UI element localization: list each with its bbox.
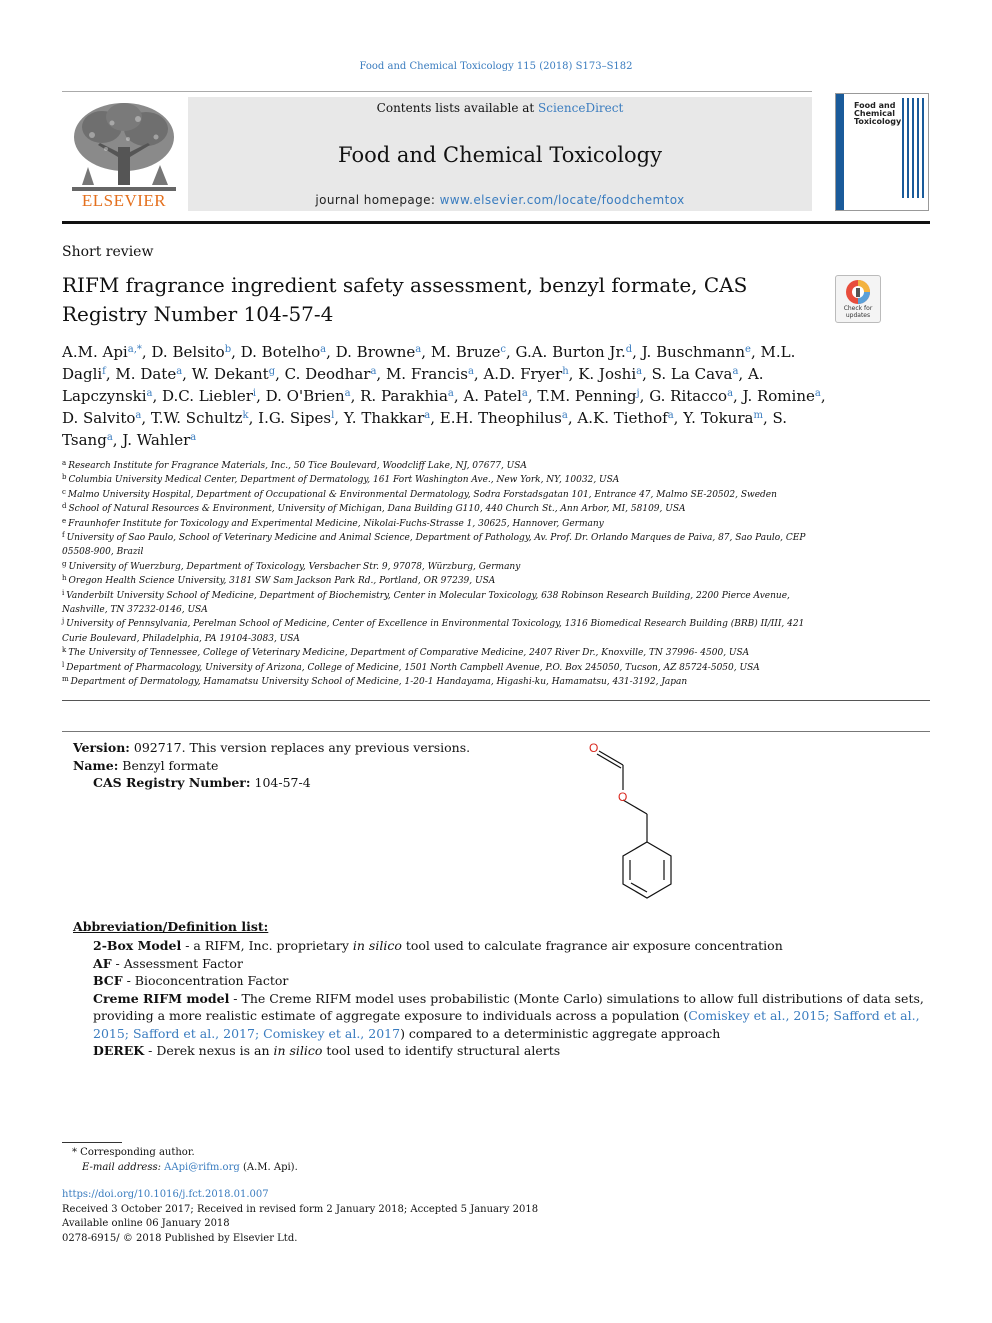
author-name: A.D. Fryer — [483, 365, 563, 383]
author-name: M.L. Dagli — [62, 343, 796, 383]
abbreviation-item — [93, 972, 930, 990]
cas-value: 104-57-4 — [250, 775, 311, 790]
author — [642, 343, 751, 361]
affiliation-key: h — [62, 574, 67, 583]
footnotes — [62, 1146, 562, 1175]
author — [285, 365, 377, 383]
author-name: D.C. Liebler — [162, 387, 253, 405]
doi-link[interactable]: https://doi.org/10.1016/j.fct.2018.01.007 — [62, 1189, 269, 1200]
info-rule — [62, 731, 930, 732]
author-affiliation-link[interactable]: a — [814, 388, 821, 399]
affiliation — [62, 560, 822, 574]
author-name: J. Buschmann — [641, 343, 746, 361]
author — [440, 409, 568, 427]
sciencedirect-link[interactable]: ScienceDirect — [538, 101, 624, 115]
author-name: J. Wahler — [122, 431, 191, 449]
author-name: M. Date — [115, 365, 177, 383]
affiliation-text: Malmo University Hospital, Department of Occupational & Environmental Dermatology, Sodra Forstadsgatan 101, Entrance 47, Malmo SE-20502, Sweden — [67, 489, 777, 500]
author-affiliation-link[interactable]: a,* — [127, 344, 142, 355]
affiliation-key: k — [62, 646, 67, 655]
check-updates-label: Check for updates — [843, 305, 873, 319]
affiliation-key: e — [62, 516, 67, 525]
abbreviation-definition: - Derek nexus is an — [144, 1043, 274, 1058]
abbreviation-item — [93, 955, 930, 973]
author — [344, 409, 430, 427]
affiliation-text: University of Pennsylvania, Perelman School of Medicine, Center of Excellence in Environmental Toxicology, 1316 Biomedical Research Building (BRB) II/III, 421 Curie Boulevard, Philadelphia, PA 19104-3083, USA — [62, 619, 805, 644]
affiliation-list — [62, 459, 822, 690]
abbreviation-term: Creme RIFM model — [93, 990, 230, 1006]
author-affiliation-link[interactable]: a — [370, 366, 377, 377]
abbreviation-definition: - Assessment Factor — [111, 955, 243, 971]
author-affiliation-link[interactable]: a — [732, 366, 739, 377]
available-online: Available online 06 January 2018 — [62, 1218, 230, 1229]
author — [151, 343, 231, 361]
author-name: K. Joshi — [578, 365, 637, 383]
affiliation-text: Research Institute for Fragrance Materials, Inc., 50 Tice Boulevard, Woodcliff Lake, NJ, 07677, USA — [68, 461, 527, 471]
ester-oxygen-label: O — [618, 790, 628, 804]
author — [683, 409, 763, 427]
abbreviation-heading: Abbreviation/Definition list: — [73, 919, 269, 934]
affiliation-key: f — [62, 531, 65, 540]
author-name: W. Dekant — [191, 365, 269, 383]
author — [62, 343, 142, 361]
journal-banner — [188, 97, 812, 211]
author-name: D. Belsito — [151, 343, 225, 361]
author — [241, 343, 326, 361]
author-name: G. Ritacco — [649, 387, 728, 405]
affiliation-text: Department of Pharmacology, University of Arizona, College of Medicine, 1501 North Campbell Avenue, P.O. Box 245050, Tucson, AZ 85724-5050, USA — [66, 662, 760, 673]
author-affiliation-link[interactable]: a — [521, 388, 528, 399]
homepage-link[interactable]: www.elsevier.com/locate/foodchemtox — [439, 193, 685, 207]
header-thick-rule — [62, 221, 930, 224]
author-name: R. Parakhia — [360, 387, 448, 405]
affiliation — [62, 473, 822, 487]
author-affiliation-link[interactable]: a — [727, 388, 734, 399]
author-affiliation-link[interactable]: a — [667, 410, 674, 421]
affiliation-key: l — [62, 660, 65, 669]
author — [192, 365, 275, 383]
author — [483, 365, 568, 383]
citation-links[interactable]: Comiskey et al., 2015; Safford et al., 2015; Safford et al., 2017; Comiskey et al., 2017 — [93, 1008, 920, 1041]
affiliation — [62, 646, 822, 660]
author-affiliation-link[interactable]: a — [467, 366, 474, 377]
author — [266, 387, 351, 405]
author-affiliation-link[interactable]: a — [415, 344, 422, 355]
affiliation-key: m — [62, 675, 69, 684]
author-affiliation-link[interactable]: i — [252, 388, 257, 399]
abbreviation-item — [93, 937, 930, 955]
email-label: E-mail address: — [82, 1161, 161, 1173]
author-affiliation-link[interactable]: a — [106, 432, 113, 443]
author — [577, 409, 673, 427]
affiliation — [62, 589, 822, 618]
author-name: M. Bruze — [430, 343, 501, 361]
author — [258, 409, 334, 427]
cover-accent-bar — [836, 94, 844, 210]
author — [151, 409, 249, 427]
contents-line — [188, 101, 812, 115]
author-name: D. Botelho — [240, 343, 321, 361]
author — [162, 387, 256, 405]
abbreviation-definition: - Bioconcentration Factor — [122, 973, 289, 988]
benzyl-formate-structure — [575, 738, 695, 923]
abbreviation-item — [93, 1042, 930, 1060]
abbreviation-definition-end: ) compared to a deterministic aggregate approach — [400, 1025, 721, 1041]
author-affiliation-link[interactable]: b — [224, 344, 232, 355]
abbreviation-definition-end: tool used to calculate fragrance air exposure concentration — [401, 938, 783, 953]
email-line — [62, 1161, 562, 1176]
author-affiliation-link[interactable]: a — [344, 388, 351, 399]
received-dates: Received 3 October 2017; Received in revised form 2 January 2018; Accepted 5 January 2018 — [62, 1203, 539, 1215]
abbreviation-term: AF — [93, 955, 112, 971]
author — [652, 365, 739, 383]
elsevier-wordmark: ELSEVIER — [81, 191, 167, 210]
version-label: Version: — [73, 740, 130, 755]
author-affiliation-link[interactable]: a — [447, 388, 454, 399]
affiliation-key: j — [62, 617, 65, 626]
author-name: S. La Cava — [651, 365, 733, 383]
ingredient-info — [73, 739, 533, 792]
author-name: Y. Thakkar — [343, 409, 425, 427]
author-affiliation-link[interactable]: a — [561, 410, 568, 421]
author-affiliation-link[interactable]: e — [745, 344, 751, 355]
affiliation-text: University of Sao Paulo, School of Veterinary Medicine and Animal Science, Department of Pathology, Av. Prof. Dr. Orlando Marques de Paiva, 87, Sao Paulo, CEP 05508-900, Brazil — [62, 533, 806, 558]
affiliation — [62, 617, 822, 646]
abbreviation-term: BCF — [93, 973, 123, 988]
affiliation-text: University of Wuerzburg, Department of Toxicology, Versbacher Str. 9, 97078, Würzburg, Germany — [68, 561, 521, 572]
abbreviation-list — [93, 937, 930, 1060]
author-name: A. Patel — [463, 387, 522, 405]
article-title: RIFM fragrance ingredient safety assessment, benzyl formate, CAS Registry Number 104-57-4 — [62, 273, 748, 326]
abbreviation-italic: in silico — [273, 1043, 323, 1058]
author — [122, 431, 196, 449]
email-suffix: (A.M. Api). — [239, 1161, 298, 1173]
author-affiliation-link[interactable]: j — [636, 388, 640, 399]
affiliation — [62, 502, 822, 516]
homepage-label: journal homepage: — [315, 193, 440, 207]
name-value: Benzyl formate — [118, 757, 219, 773]
author — [649, 387, 733, 405]
abbreviation-term: DEREK — [93, 1043, 145, 1058]
author — [516, 343, 633, 361]
author-name: A.M. Api — [62, 343, 128, 361]
author — [62, 409, 141, 427]
author-name: D. Browne — [335, 343, 416, 361]
carbonyl-oxygen-label: O — [589, 741, 599, 755]
author-name: J. Romine — [742, 387, 815, 405]
name-line — [73, 757, 533, 775]
section-rule — [62, 700, 930, 701]
cas-label: CAS Registry Number: — [93, 775, 251, 790]
affiliation-key: c — [62, 487, 66, 496]
author-affiliation-link[interactable]: h — [562, 366, 569, 377]
affiliation — [62, 488, 822, 502]
author-name: D. Salvito — [62, 409, 136, 427]
author-affiliation-link[interactable]: a — [176, 366, 183, 377]
author-affiliation-link[interactable]: l — [331, 410, 335, 421]
author-name: D. O'Brien — [265, 387, 345, 405]
affiliation-key: b — [62, 473, 67, 482]
version-value: 092717. This version replaces any previous versions. — [129, 740, 471, 755]
affiliation — [62, 574, 822, 588]
affiliation — [62, 531, 822, 560]
author — [537, 387, 639, 405]
journal-reference[interactable]: Food and Chemical Toxicology 115 (2018) S173–S182 — [359, 61, 633, 72]
author-affiliation-link[interactable]: a — [190, 432, 197, 443]
journal-name: Food and Chemical Toxicology — [338, 143, 662, 167]
cover-title: Food and Chemical Toxicology — [854, 101, 902, 126]
author-name: S. Tsang — [62, 409, 787, 449]
author-name: M. Francis — [385, 365, 468, 383]
version-line — [73, 739, 533, 757]
abbreviation-definition: - The Creme RIFM model uses probabilistic (Monte Carlo) simulations to allow full distributions of data sets, providing a more realistic estimate of aggregate exposure to individuals across a population ( — [93, 990, 924, 1023]
author-name: A.K. Tiethof — [577, 409, 668, 427]
abbreviation-item — [93, 990, 930, 1043]
corresponding-author-note: * Corresponding author. — [72, 1147, 195, 1158]
author-affiliation-link[interactable]: a — [135, 410, 142, 421]
author-affiliation-link[interactable]: a — [146, 388, 153, 399]
check-updates-icon — [845, 279, 871, 305]
abbreviation-term: 2-Box Model — [93, 938, 182, 953]
affiliation — [62, 661, 822, 675]
author-affiliation-link[interactable]: a — [320, 344, 327, 355]
author-affiliation-link[interactable]: f — [102, 366, 106, 377]
header-rule — [62, 91, 812, 92]
affiliation — [62, 517, 822, 531]
author-name: T.M. Penning — [537, 387, 637, 405]
affiliation-text: Department of Dermatology, Hamamatsu University School of Medicine, 1-20-1 Handayama, Higashi-ku, Hamamatsu, 431-3192, Japan — [70, 677, 688, 688]
author-list: A.M. Api$^{a,*}$, D. Belsito$^b$, D. Botelho$^a$, D. Browne$^a$, M. Bruze$^c$, G.A. Burton Jr.$^d$, J. Buschmann$^e$, M.L. Dagli$^f$, M. Date$^a$, W. Dekant$^g$, C. Deodhar$^a$, M. Francis$^a$, A.D. Fryer$^h$, K. Joshi$^a$, S. La Cava$^a$, A. Lapczynski$^a$, D.C. Liebler$^i$, D. O'Brien$^a$, R. Parakhia$^a$, A. Patel$^a$, T.M. Penning$^j$, G. Ritacco$^a$, J. Romine$^a$, D. Salvito$^a$, T.W. Schultz$^k$, I.G. Sipes$^l$, Y. Thakkar$^a$, E.H. Theophilus$^a$, A.K. Tiethof$^a$, Y. Tokura$^m$, S. Tsang$^a$, J. Wahler$^a$ — [62, 343, 826, 449]
author-affiliation-link[interactable]: d — [625, 344, 633, 355]
affiliation-key: a — [62, 459, 67, 467]
affiliation-key: i — [62, 588, 65, 597]
author — [336, 343, 422, 361]
abbreviation-italic: in silico — [352, 938, 402, 953]
name-label: Name: — [73, 757, 119, 773]
author — [360, 387, 454, 405]
author-name: I.G. Sipes — [258, 409, 332, 427]
author-affiliation-link[interactable]: c — [500, 344, 506, 355]
affiliation — [62, 459, 822, 473]
author — [578, 365, 642, 383]
affiliation-text: School of Natural Resources & Environment, University of Michigan, Dana Building G110, 440 Church St., Ann Arbor, MI, 58109, USA — [68, 504, 686, 515]
journal-homepage — [188, 193, 812, 207]
affiliation-text: The University of Tennessee, College of Veterinary Medicine, Department of Comparative Medicine, 2407 River Dr., Knoxville, TN 37996- 4500, USA — [68, 648, 750, 659]
author-name: A. Lapczynski — [62, 365, 764, 405]
affiliation-key: g — [62, 559, 67, 568]
affiliation-text: Vanderbilt University School of Medicine, Department of Biochemistry, Center in Molecular Toxicology, 638 Robinson Research Building, 2200 Pierce Avenue, Nashville, TN 37232-0146, USA — [62, 590, 790, 616]
cas-line — [73, 774, 533, 792]
footnote-rule — [62, 1142, 122, 1143]
author-affiliation-link[interactable]: a — [424, 410, 431, 421]
affiliation-text: Fraunhofer Institute for Toxicology and Experimental Medicine, Nikolai-Fuchs-Strasse 1, 30625, Hannover, Germany — [68, 518, 604, 529]
affiliation-text: Columbia University Medical Center, Department of Dermatology, 161 Fort Washington Ave., New York, NY, 10032, USA — [68, 475, 620, 486]
author-name: G.A. Burton Jr. — [515, 343, 626, 361]
author-affiliation-link[interactable]: a — [636, 366, 643, 377]
affiliation-key: d — [62, 502, 67, 511]
copyright: 0278-6915/ © 2018 Published by Elsevier Ltd. — [62, 1232, 298, 1244]
author-name: E.H. Theophilus — [439, 409, 562, 427]
abbreviation-definition-end: tool used to identify structural alerts — [322, 1043, 561, 1058]
author-affiliation-link[interactable]: g — [268, 366, 276, 377]
author-name: Y. Tokura — [683, 409, 754, 427]
author-affiliation-link[interactable]: k — [242, 410, 249, 421]
affiliation — [62, 675, 822, 689]
contents-prefix: Contents lists available at — [376, 101, 539, 115]
publication-info — [62, 1188, 662, 1246]
author-name: C. Deodhar — [284, 365, 371, 383]
author — [115, 365, 182, 383]
check-for-updates-button[interactable] — [835, 275, 881, 323]
author — [463, 387, 527, 405]
author — [386, 365, 474, 383]
author-name: T.W. Schultz — [150, 409, 243, 427]
journal-cover — [835, 93, 929, 211]
article-type: Short review — [62, 244, 154, 260]
author — [431, 343, 506, 361]
cover-stripes-icon — [902, 98, 926, 198]
affiliation-text: Oregon Health Science University, 3181 SW Sam Jackson Park Rd., Portland, OR 97239, USA — [68, 576, 496, 587]
author — [743, 387, 821, 405]
abbreviation-definition: - a RIFM, Inc. proprietary — [181, 938, 353, 953]
email-link[interactable]: AApi@rifm.org — [164, 1161, 240, 1173]
author-affiliation-link[interactable]: m — [753, 410, 763, 421]
